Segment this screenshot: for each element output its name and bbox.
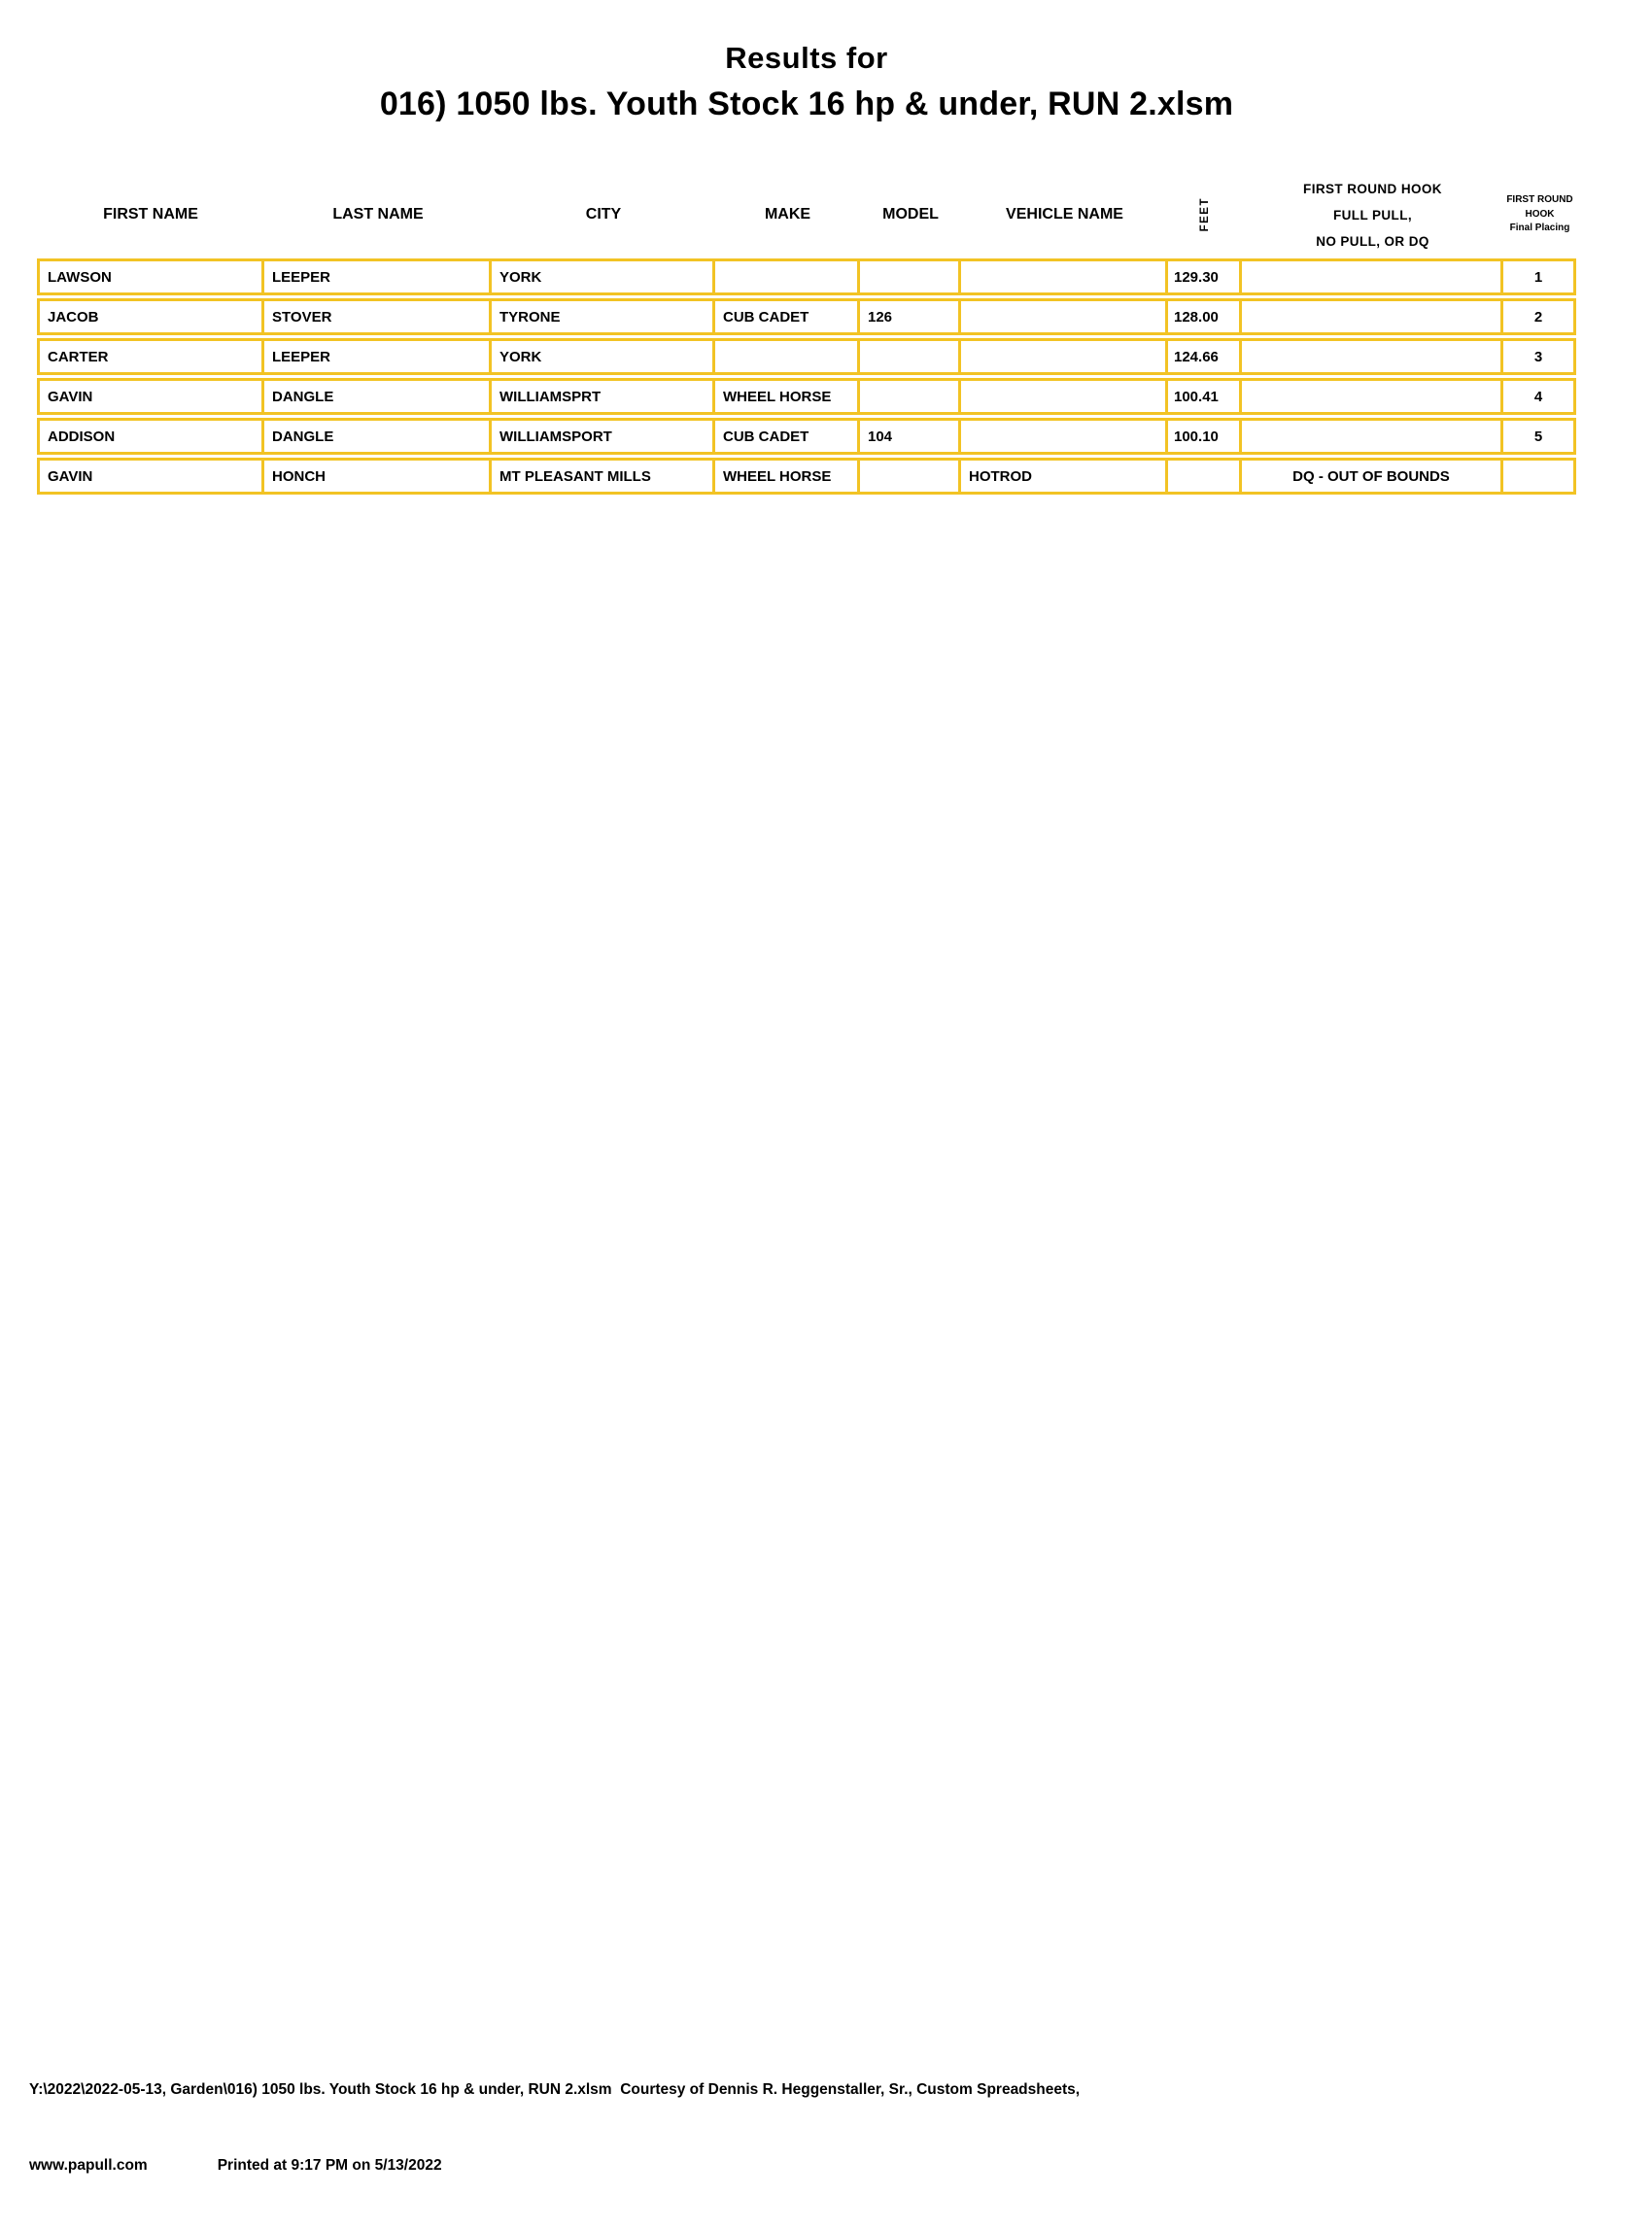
cell-hook-result <box>1242 418 1503 455</box>
cell-first-name: GAVIN <box>37 458 264 495</box>
hook-header-line2: FULL PULL, <box>1333 207 1412 223</box>
cell-last-name: STOVER <box>264 298 492 335</box>
column-header-city: CITY <box>585 206 622 223</box>
cell-city: YORK <box>492 338 715 375</box>
column-header-first-round-hook <box>1242 176 1503 255</box>
footer-line2 <box>29 2153 1623 2178</box>
cell-first-name: ADDISON <box>37 418 264 455</box>
cell-model: 104 <box>860 418 961 455</box>
cell-last-name: DANGLE <box>264 418 492 455</box>
table-row <box>37 298 1576 335</box>
page-title-line1: Results for <box>725 41 888 75</box>
cell-placing: 1 <box>1503 258 1576 295</box>
table-row <box>37 418 1576 455</box>
cell-placing: 4 <box>1503 378 1576 415</box>
cell-first-name: JACOB <box>37 298 264 335</box>
cell-make: CUB CADET <box>715 298 860 335</box>
hook-header-line3: NO PULL, OR DQ <box>1316 233 1429 249</box>
cell-feet: 100.10 <box>1168 418 1242 455</box>
cell-first-name: LAWSON <box>37 258 264 295</box>
cell-placing <box>1503 458 1576 495</box>
page-title-line2: 016) 1050 lbs. Youth Stock 16 hp & under, RUN 2.xlsm <box>379 86 1234 122</box>
column-header-vehicle-name: VEHICLE NAME <box>1006 206 1123 223</box>
cell-placing: 2 <box>1503 298 1576 335</box>
cell-city: WILLIAMSPORT <box>492 418 715 455</box>
cell-feet: 100.41 <box>1168 378 1242 415</box>
cell-make <box>715 338 860 375</box>
cell-model: 126 <box>860 298 961 335</box>
table-header-row <box>37 174 1652 256</box>
cell-model <box>860 378 961 415</box>
footer-printed-at: Printed at 9:17 PM on 5/13/2022 <box>217 2157 442 2174</box>
cell-vehicle-name <box>961 378 1168 415</box>
cell-feet <box>1168 458 1242 495</box>
column-header-last-name: LAST NAME <box>332 206 424 223</box>
table-row <box>37 458 1576 495</box>
cell-last-name: LEEPER <box>264 338 492 375</box>
cell-first-name: CARTER <box>37 338 264 375</box>
placing-header-line2: HOOK <box>1525 208 1555 220</box>
cell-city: YORK <box>492 258 715 295</box>
footer-line1: Y:\2022\2022-05-13, Garden\016) 1050 lbs. Youth Stock 16 hp & under, RUN 2.xlsm Courtesy of Dennis R. Heggenstaller, Sr., Custom Spreadsheets, <box>29 2081 1081 2098</box>
cell-vehicle-name <box>961 338 1168 375</box>
cell-last-name: DANGLE <box>264 378 492 415</box>
feet-vertical-label: FEET <box>1199 197 1211 232</box>
cell-feet: 124.66 <box>1168 338 1242 375</box>
cell-hook-result <box>1242 338 1503 375</box>
cell-city: MT PLEASANT MILLS <box>492 458 715 495</box>
cell-make <box>715 258 860 295</box>
cell-hook-result <box>1242 378 1503 415</box>
cell-feet: 128.00 <box>1168 298 1242 335</box>
cell-make: WHEEL HORSE <box>715 458 860 495</box>
column-header-make: MAKE <box>764 206 811 223</box>
cell-vehicle-name <box>961 298 1168 335</box>
cell-vehicle-name <box>961 258 1168 295</box>
cell-placing: 3 <box>1503 338 1576 375</box>
column-header-model: MODEL <box>882 206 939 223</box>
column-header-feet <box>1168 197 1242 231</box>
page-footer <box>29 2027 1623 2229</box>
cell-vehicle-name <box>961 418 1168 455</box>
cell-last-name: LEEPER <box>264 258 492 295</box>
footer-website: www.papull.com <box>29 2157 148 2174</box>
cell-feet: 129.30 <box>1168 258 1242 295</box>
cell-vehicle-name: HOTROD <box>961 458 1168 495</box>
cell-model <box>860 338 961 375</box>
cell-last-name: HONCH <box>264 458 492 495</box>
table-row <box>37 338 1576 375</box>
table-row <box>37 258 1576 295</box>
hook-header-line1: FIRST ROUND HOOK <box>1303 181 1442 196</box>
table-row <box>37 378 1576 415</box>
cell-placing: 5 <box>1503 418 1576 455</box>
column-header-first-name: FIRST NAME <box>103 206 198 223</box>
cell-hook-result <box>1242 298 1503 335</box>
cell-make: CUB CADET <box>715 418 860 455</box>
cell-city: WILLIAMSPRT <box>492 378 715 415</box>
cell-model <box>860 258 961 295</box>
cell-hook-result <box>1242 258 1503 295</box>
cell-first-name: GAVIN <box>37 378 264 415</box>
cell-hook-result: DQ - OUT OF BOUNDS <box>1242 458 1503 495</box>
page-title <box>37 0 1576 123</box>
cell-model <box>860 458 961 495</box>
placing-header-line3: Final Placing <box>1509 223 1570 234</box>
cell-city: TYRONE <box>492 298 715 335</box>
placing-header-line1: FIRST ROUND <box>1506 194 1573 206</box>
column-header-final-placing <box>1503 193 1576 236</box>
cell-make: WHEEL HORSE <box>715 378 860 415</box>
results-table <box>37 256 1576 497</box>
